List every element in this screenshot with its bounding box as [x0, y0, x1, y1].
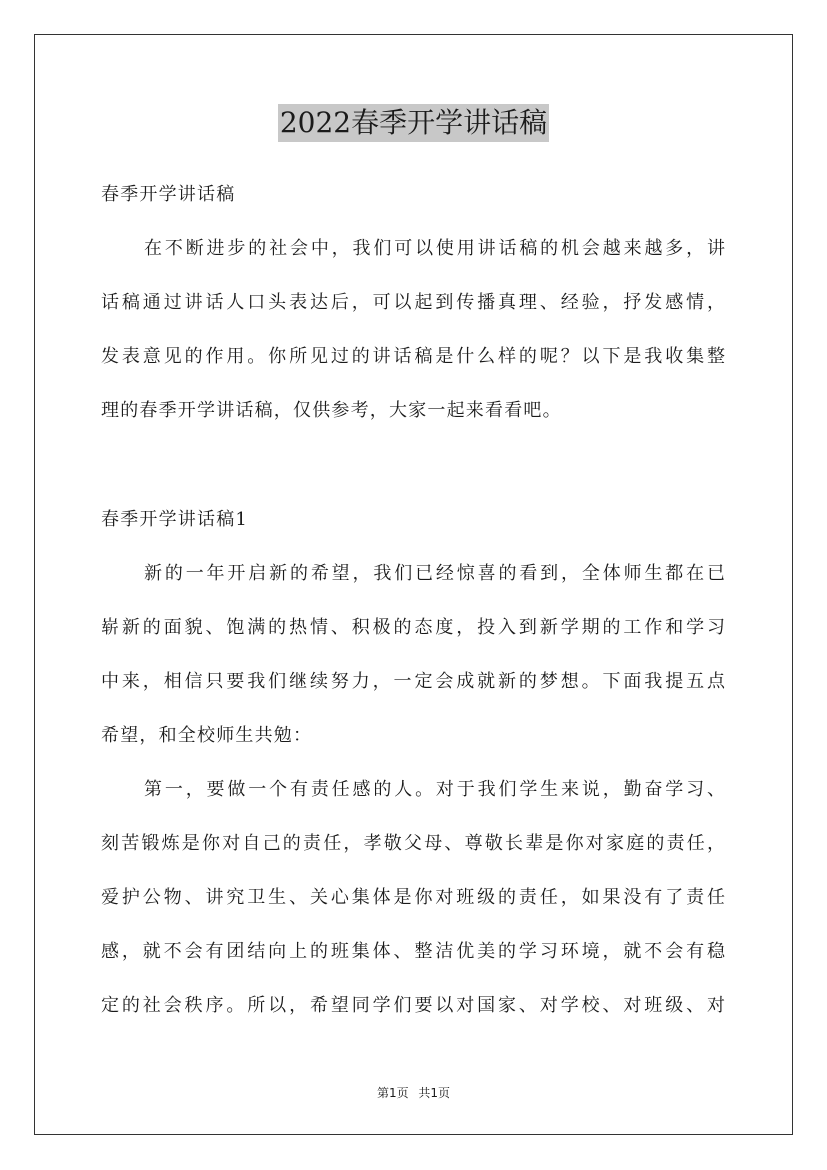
paragraph-line: 新的一年开启新的希望，我们已经惊喜的看到，全体师生都在已 — [144, 563, 725, 584]
page-total: 共1页 — [418, 1086, 451, 1100]
section-heading: 春季开学讲话稿1 — [101, 509, 249, 530]
title-container — [0, 104, 827, 142]
paragraph-line: 崭新的面貌、饱满的热情、积极的态度，投入到新学期的工作和学习 — [101, 617, 725, 638]
paragraph-line: 第一，要做一个有责任感的人。对于我们学生来说，勤奋学习、 — [144, 779, 725, 800]
paragraph-line: 爱护公物、讲究卫生、关心集体是你对班级的责任，如果没有了责任 — [101, 887, 725, 908]
paragraph-line: 定的社会秩序。所以，希望同学们要以对国家、对学校、对班级、对 — [101, 995, 725, 1016]
section-heading: 春季开学讲话稿 — [101, 184, 236, 205]
document-title: 2022春季开学讲话稿 — [278, 104, 549, 142]
paragraph-line: 感，就不会有团结向上的班集体、整洁优美的学习环境，就不会有稳 — [101, 941, 725, 962]
paragraph-line: 理的春季开学讲话稿，仅供参考，大家一起来看看吧。 — [101, 400, 562, 421]
paragraph-line: 刻苦锻炼是你对自己的责任，孝敬父母、尊敬长辈是你对家庭的责任， — [101, 833, 725, 854]
paragraph-line: 中来，相信只要我们继续努力，一定会成就新的梦想。下面我提五点 — [101, 671, 725, 692]
page-number: 第1页 — [376, 1086, 409, 1100]
paragraph-line: 在不断进步的社会中，我们可以使用讲话稿的机会越来越多，讲 — [144, 238, 725, 259]
paragraph-line: 希望，和全校师生共勉： — [101, 725, 313, 746]
paragraph-line: 话稿通过讲话人口头表达后，可以起到传播真理、经验，抒发感情， — [101, 292, 725, 313]
page-footer — [0, 1085, 827, 1101]
paragraph-line: 发表意见的作用。你所见过的讲话稿是什么样的呢？以下是我收集整 — [101, 346, 725, 367]
